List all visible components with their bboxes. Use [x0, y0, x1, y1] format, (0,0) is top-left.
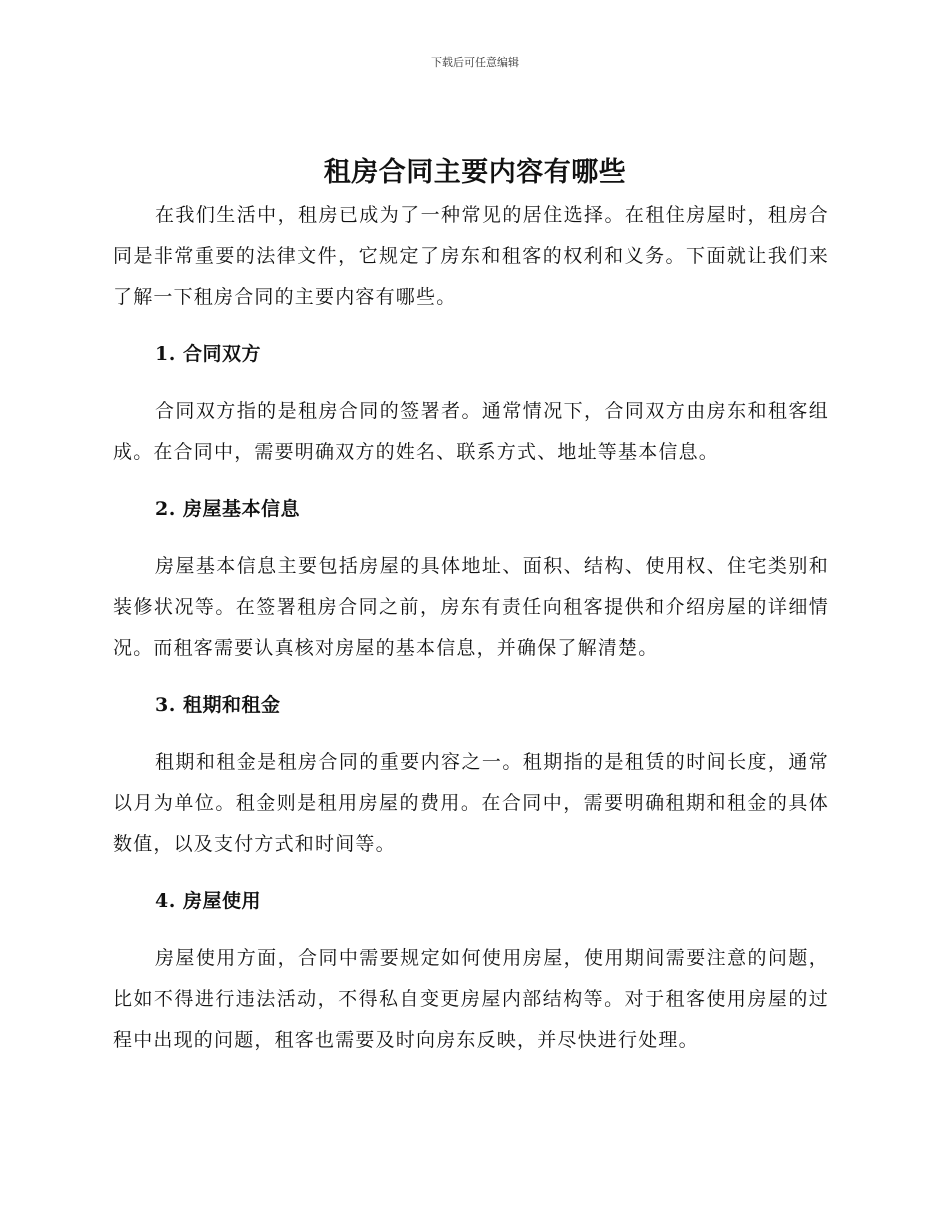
header-note: 下载后可任意编辑 [431, 56, 519, 69]
section-heading-3: 3. 租期和租金 [155, 694, 281, 716]
document-body [113, 195, 829, 1061]
section-body-3: 租期和租金是租房合同的重要内容之一。租期指的是租赁的时间长度，通常以月为单位。租金则是租用房屋的费用。在合同中，需要明确租期和租金的具体数值，以及支付方式和时间等。 [113, 751, 829, 855]
section-body-4: 房屋使用方面，合同中需要规定如何使用房屋，使用期间需要注意的问题，比如不得进行违法活动，不得私自变更房屋内部结构等。对于租客使用房屋的过程中出现的问题，租客也需要及时向房东反映，并尽快进行处理。 [113, 947, 829, 1051]
page-title: 租房合同主要内容有哪些 [323, 157, 627, 188]
section-body-1: 合同双方指的是租房合同的签署者。通常情况下，合同双方由房东和租客组成。在合同中，需要明确双方的姓名、联系方式、地址等基本信息。 [113, 400, 829, 463]
intro-paragraph: 在我们生活中，租房已成为了一种常见的居住选择。在租住房屋时，租房合同是非常重要的法律文件，它规定了房东和租客的权利和义务。下面就让我们来了解一下租房合同的主要内容有哪些。 [113, 204, 829, 308]
section-heading-1: 1. 合同双方 [155, 343, 261, 365]
section-heading-2: 2. 房屋基本信息 [155, 498, 300, 520]
section-body-2: 房屋基本信息主要包括房屋的具体地址、面积、结构、使用权、住宅类别和装修状况等。在签署租房合同之前，房东有责任向租客提供和介绍房屋的详细情况。而租客需要认真核对房屋的基本信息，并确保了解清楚。 [113, 555, 829, 659]
section-heading-4: 4. 房屋使用 [155, 890, 261, 912]
